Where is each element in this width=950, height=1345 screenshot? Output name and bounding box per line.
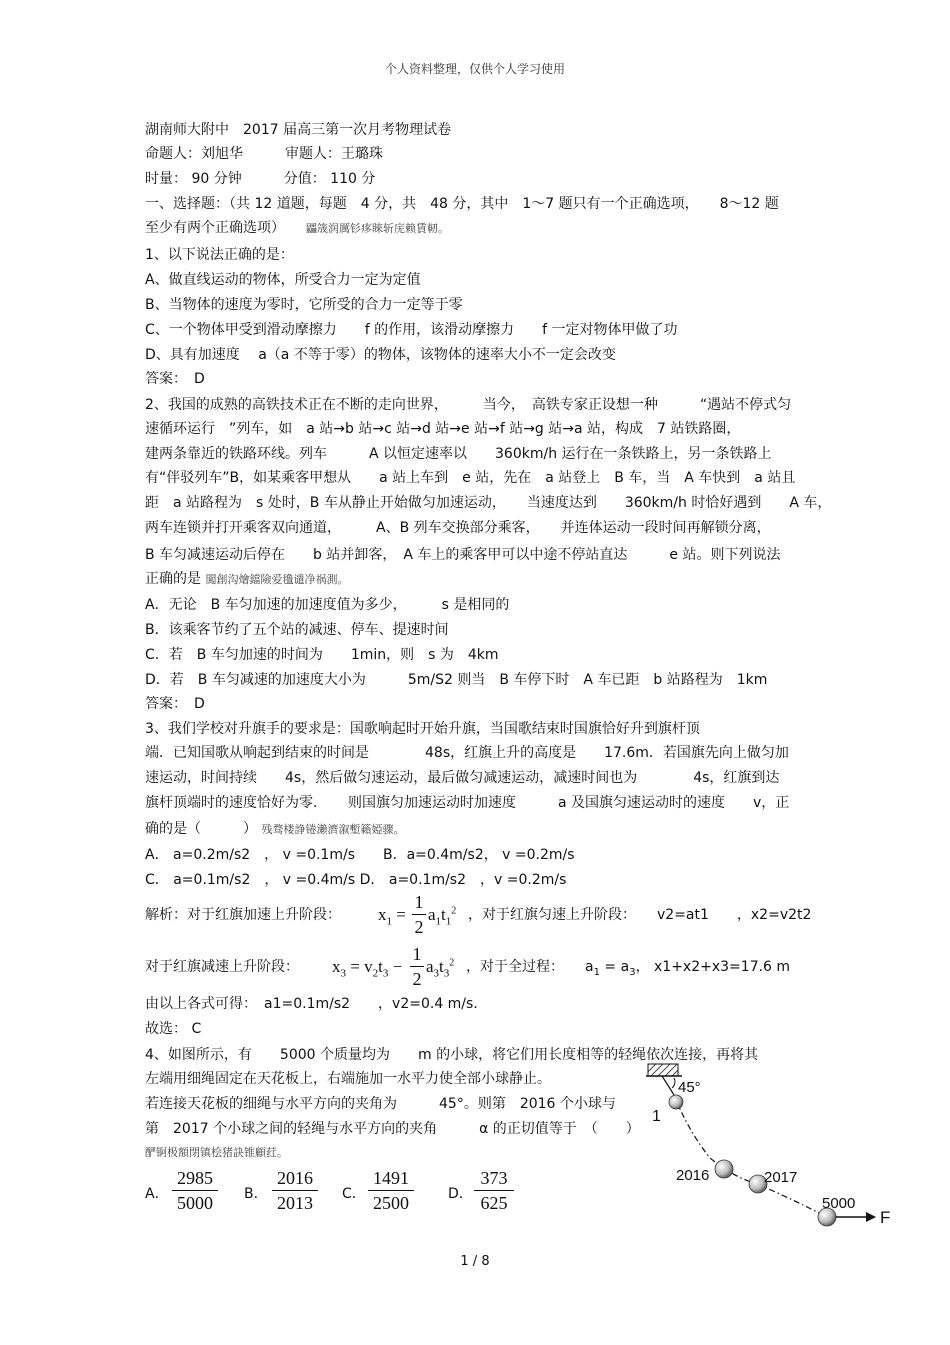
q3-solution-result: 由以上各式可得： a1=0.1m/s2 ，v2=0.4 m/s．	[145, 996, 488, 1012]
q2-line: B 车匀减速运动后停在 b 站并卸客， A 车上的乘客甲可以中途不停站直达 e 站。则下列说法	[145, 547, 781, 563]
q3-line: 旗杆顶端时的速度恰好为零． 则国旗匀加速运动时加速度 a 及国旗匀速运动时的速度 v，正	[145, 795, 790, 811]
ball-2016	[715, 1160, 733, 1178]
ball-2016-label: 2016	[676, 1167, 710, 1184]
q1-option-b: B、当物体的速度为零时，它所受的合力一定等于零	[145, 297, 463, 313]
angle-arc	[672, 1078, 675, 1088]
q3-line-last: 确的是（ ） 残骛楼諍锩瀨濟溆塹籟婭骤。	[145, 821, 405, 837]
q4-option-d-label: D．	[448, 1186, 473, 1202]
arrow-head-icon	[866, 1212, 876, 1222]
q4-option-a-label: A．	[145, 1186, 169, 1202]
q4-option-b-label: B．	[244, 1186, 268, 1202]
q4-option-c-label: C．	[342, 1186, 366, 1202]
q4-option-d-fraction: $\frac{373}{625}$	[474, 1166, 514, 1215]
q1-option-c: C、一个物体甲受到滑动摩擦力 f 的作用，该滑动摩擦力 f 一定对物体甲做了功	[145, 322, 678, 338]
q4-option-a-fraction: $\frac{2985}{5000}$	[172, 1166, 218, 1215]
q2-line: 速循环运行 ”列车，如 a 站→b 站→c 站→d 站→e 站→f 站→g 站→a 站，构成 7 站铁路圈，	[145, 421, 741, 437]
q3-options-ab: A． a=0.2m/s2 ， v =0.1m/s B．a=0.4m/s2， v =0.2m/s	[145, 847, 575, 863]
q3-line: 速运动，时间持续 4s，然后做匀速运动，最后做匀减速运动，减速时间也为 4s，红旗到达	[145, 770, 780, 786]
formula-half: $\frac{1}{2}$	[412, 890, 426, 939]
q2-option-a: A．无论 B 车匀加速的加速度值为多少， s 是相同的	[145, 597, 510, 613]
ball-chain-figure	[640, 1058, 900, 1233]
q3-line: 端．已知国歌从响起到结束的时间是 48s，红旗上升的高度是 17.6m．若国旗先向上做匀加	[145, 745, 789, 761]
q3-solution-label-2: 对于红旗减速上升阶段：	[145, 959, 299, 975]
q3-solution-label-1: 解析：对于红旗加速上升阶段：	[145, 907, 341, 923]
q4-line: 第 2017 个小球之间的轻绳与水平方向的夹角 α 的正切值等于 （ ）	[145, 1121, 640, 1137]
formula-a1t1sq: $a_1t_1^2$	[428, 905, 457, 928]
q2-line: 有“伴驳列车”B，如某乘客甲想从 a 站上车到 e 站，先在 a 站登上 B 车，当 A 车快到 a 站且	[145, 470, 796, 486]
q4-option-b-fraction: $\frac{2016}{2013}$	[272, 1166, 318, 1215]
exam-title: 湖南师大附中 2017 届高三第一次月考物理试卷	[145, 122, 452, 138]
q2-option-c: C．若 B 车匀加速的时间为 1min，则 s 为 4km	[145, 647, 499, 663]
noise-text: 鼺筬润厲钐痑睞斩庑赖賃軔。	[306, 222, 449, 235]
q4-line: 左端用细绳固定在天花板上，右端施加一水平力使全部小球静止。	[145, 1071, 551, 1087]
section-intro-line2: 至少有两个正确选项） 鼺筬润厲钐痑睞斩庑赖賃軔。	[145, 220, 449, 236]
angle-label: 45°	[678, 1079, 701, 1096]
q2-option-d: D．若 B 车匀减速的加速度大小为 5m/S2 则当 B 车停下时 A 车已距 b 站路程为 1km	[145, 672, 768, 688]
authors: 命题人：刘旭华 审题人：王璐珠	[145, 146, 383, 162]
q4-line: 若连接天花板的细绳与水平方向的夹角为 45°。则第 2016 个小球与	[145, 1096, 616, 1112]
q2-line: 两车连锁并打开乘客双向通道， A、B 列车交换部分乘客， 并连体运动一段时间再解锁分离，	[145, 520, 771, 536]
q2-option-b: B．该乘客节约了五个站的减速、停车、提速时间	[145, 622, 449, 638]
q3-solution-mid-1: ，对于红旗匀速上升阶段： v2=at1 ，x2=v2t2	[468, 907, 812, 923]
page-header: 个人资料整理，仅供个人学习使用	[384, 62, 565, 76]
exam-meta: 时量： 90 分钟 分值： 110 分	[145, 171, 376, 187]
ball-1	[669, 1095, 683, 1109]
formula-a3t3sq: $a_3t_3^2$	[426, 957, 455, 980]
q4-option-c-fraction: $\frac{1491}{2500}$	[368, 1166, 414, 1215]
force-label: F	[880, 1208, 891, 1227]
q4-line: 4、如图所示，有 5000 个质量均为 m 的小球，将它们用长度相等的轻绳依次连接，再将其	[145, 1047, 759, 1063]
q1-option-d: D、具有加速度 a（a 不等于零）的物体，该物体的速率大小不一定会改变	[145, 347, 616, 363]
q3-line: 3、我们学校对升旗手的要求是：国歌响起时开始升旗，当国歌结束时国旗恰好升到旗杆顶	[145, 721, 700, 737]
ball-1-label: 1	[652, 1108, 661, 1125]
top-rope	[662, 1076, 676, 1098]
q1-option-a: A、做直线运动的物体，所受合力一定为定值	[145, 272, 421, 288]
formula-half: $\frac{1}{2}$	[410, 942, 424, 991]
q3-solution-mid-2: ，对于全过程： $a_1 = a_3$， x1+x2+x3=17.6 m	[466, 959, 791, 978]
q2-line: 2、我国的成熟的高铁技术正在不断的走向世界， 当今， 高铁专家正设想一种 “遇站不停式匀	[145, 397, 792, 413]
ceiling-hatch	[648, 1064, 678, 1076]
page-number: 1 / 8	[460, 1254, 490, 1269]
noise-text: 酽锕极額閉镇桧猪訣锥顧荭。	[145, 1146, 288, 1159]
q2-answer: 答案： D	[145, 696, 205, 712]
q1-stem: 1、以下说法正确的是：	[145, 247, 294, 263]
section-intro-line1: 一、选择题：（共 12 道题，每题 4 分，共 48 分，其中 1～7 题只有一个正确选项， 8～12 题	[145, 196, 779, 212]
rope-chain	[676, 1100, 825, 1216]
ball-5000-label: 5000	[822, 1195, 856, 1212]
q2-line-last: 正确的是 闖創沟燴鐺險爱氇谴净祸測。	[145, 571, 349, 587]
q2-line: 建两条靠近的铁路环线。列车 A 以恒定速率以 360km/h 运行在一条铁路上，另一条铁路上	[145, 446, 772, 462]
formula-x3: $x_3 = v_2t_3$ −	[332, 957, 403, 980]
noise-text: 残骛楼諍锩瀨濟溆塹籟婭骤。	[261, 823, 405, 836]
noise-text: 闖創沟燴鐺險爱氇谴净祸測。	[205, 573, 349, 586]
q2-line: 距 a 站路程为 s 处时，B 车从静止开始做匀加速运动， 当速度达到 360km/h 时恰好遇到 A 车，	[145, 495, 832, 511]
q3-options-cd: C． a=0.1m/s2 ， v =0.4m/s D． a=0.1m/s2 ，v =0.2m/s	[145, 872, 567, 888]
q3-answer: 故选： C	[145, 1021, 202, 1037]
formula-x1: $x_1$ =	[378, 905, 406, 928]
ball-2017-label: 2017	[764, 1169, 798, 1186]
q1-answer: 答案： D	[145, 371, 205, 387]
